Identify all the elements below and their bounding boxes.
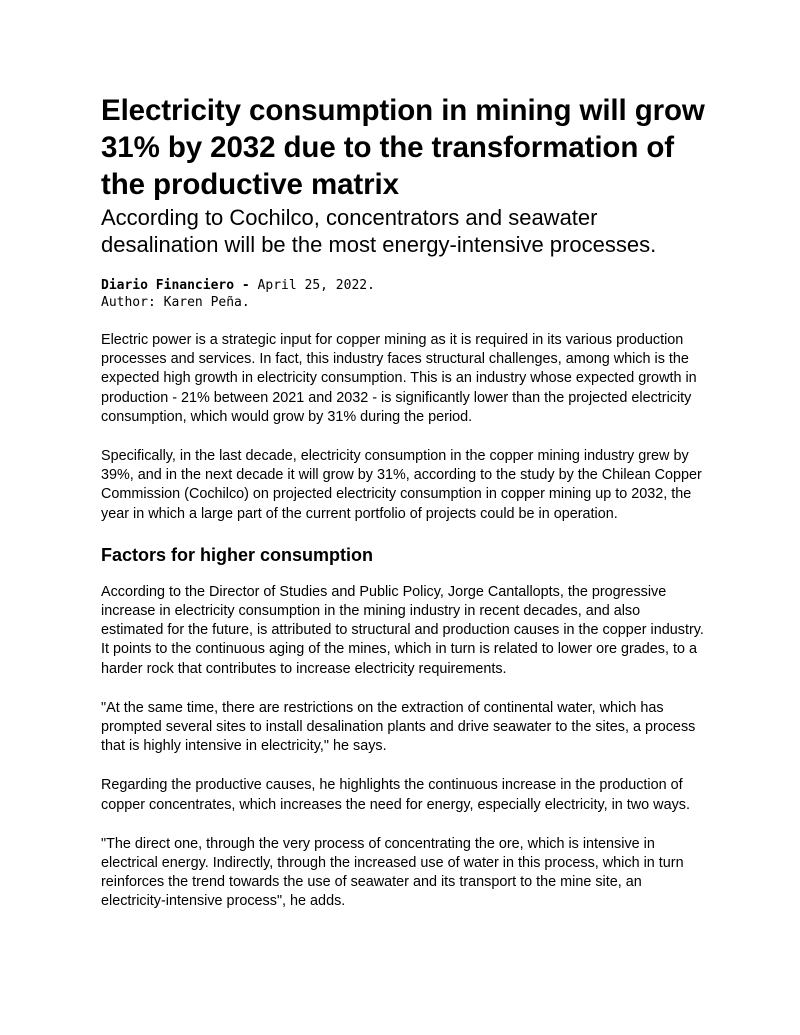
paragraph-section-2: "At the same time, there are restrictions on the extraction of continental water, which has prompted several sites to install desalination plants and drive seawater to the sites, a process that is highly intensive in electricity," he says.	[101, 699, 696, 755]
paragraph-intro-2: Specifically, in the last decade, electricity consumption in the copper mining industry grew by 39%, and in the next decade it will grow by 31%, according to the study by the Chilean Copper Commission (Cochilco) on projected electricity consumption in copper mining up to 2032, the year in which a large part of the current portfolio of projects could be in operation.	[101, 448, 702, 522]
source-date-line	[101, 277, 706, 294]
paragraph-section-4: "The direct one, through the very process of concentrating the ore, which is intensive in electrical energy. Indirectly, through the increased use of water in this process, which in turn reinforces the trend towards the use of seawater and its transport to the mine site, an electricity-intensive process", he adds.	[101, 835, 684, 910]
article	[101, 92, 706, 912]
article-title: Electricity consumption in mining will grow 31% by 2032 due to the transformation of the productive matrix	[101, 94, 705, 201]
section-heading: Factors for higher consumption	[101, 544, 374, 565]
publish-date: April 25, 2022.	[249, 278, 375, 293]
byline	[101, 277, 706, 311]
paragraph-intro-1: Electric power is a strategic input for copper mining as it is required in its various production processes and services. In fact, this industry faces structural challenges, among which is the expected high growth in electricity consumption. This is an industry whose expected growth in production - 21% between 2021 and 2032 - is significantly lower than the projected electricity consumption, which would grow by 31% during the period.	[101, 332, 697, 425]
article-subtitle: According to Cochilco, concentrators and seawater desalination will be the most energy-intensive processes.	[101, 205, 657, 257]
paragraph-section-1: According to the Director of Studies and Public Policy, Jorge Cantallopts, the progressive increase in electricity consumption in the mining industry in recent decades, and also estimated for the future, is attributed to structural and production causes in the copper industry. It points to the continuous aging of the mines, which in turn is related to lower ore grades, to a harder rock that contributes to increase electricity requirements.	[101, 583, 704, 677]
author-line: Author: Karen Peña.	[101, 295, 250, 310]
paragraph-section-3: Regarding the productive causes, he highlights the continuous increase in the production of copper concentrates, which increases the need for energy, especially electricity, in two ways.	[101, 777, 690, 813]
source-name: Diario Financiero -	[101, 278, 250, 293]
